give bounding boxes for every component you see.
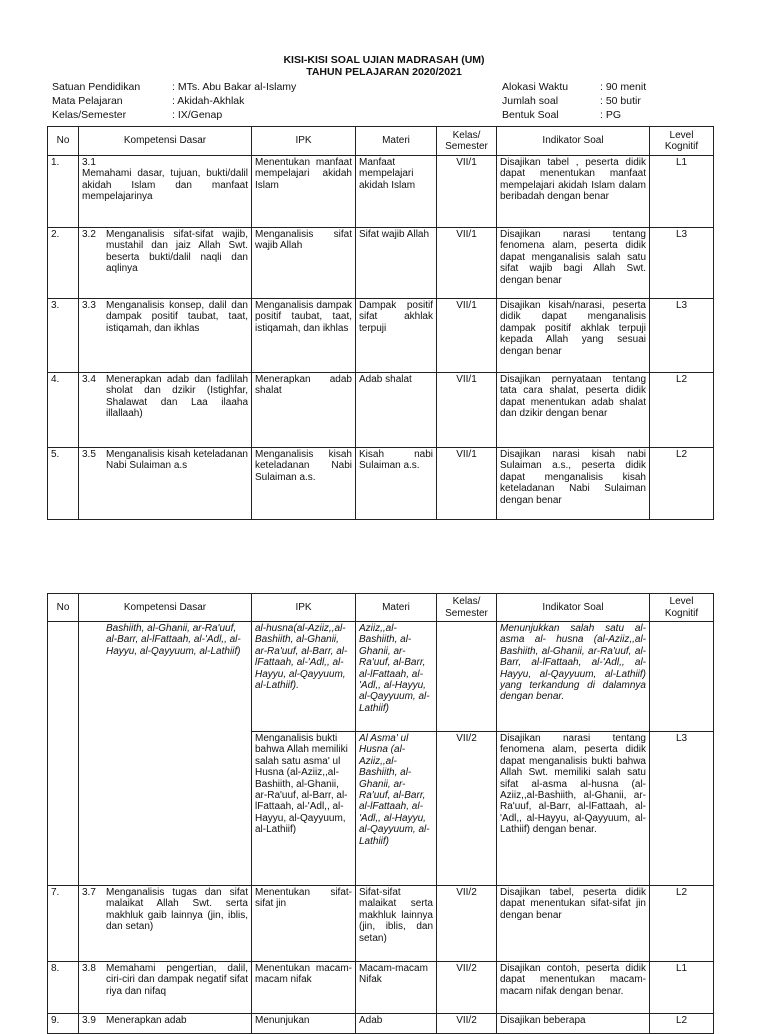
info-label: Bentuk Soal — [502, 109, 559, 121]
cell-materi: Dampak positif sifat akhlak terpuji — [356, 299, 437, 373]
cell-kd — [79, 962, 252, 1014]
cell-ipk: Menganalisis kisah keteladanan Nabi Sulaiman a.s. — [252, 448, 356, 520]
kd-text: Menganalisis konsep, dalil dan dampak positif taubat, taat, istiqamah, dan ikhlas — [106, 300, 248, 334]
kd-number: 3.9 — [82, 1015, 96, 1026]
cell-kelas — [437, 622, 497, 732]
cell-materi: Al Asma' ul Husna (al-Aziiz,,al-Bashiith, al-Ghanii, ar-Ra'uuf, al-Barr, al-lFattaah, al-'Adl,, al-Hayyu, al-Qayyuum, al-Lathiif) — [356, 732, 437, 886]
kd-text: Menganalisis sifat-sifat wajib, mustahil dan jaiz Allah Swt. beserta bukti/dalil naqli dan aqlinya — [106, 229, 248, 275]
cell-level: L3 — [650, 732, 714, 886]
kd-number: 3.2 — [82, 229, 96, 240]
cell-no: 4. — [48, 373, 79, 448]
cell-indikator: Disajikan contoh, peserta didik dapat menentukan macam-macam nifak dengan benar. — [497, 962, 650, 1014]
document-title-line2: TAHUN PELAJARAN 2020/2021 — [306, 66, 462, 78]
cell-ipk: Menganalisis bukti bahwa Allah memiliki salah satu asma' ul Husna (al-Aziiz,,al-Bashiith, al-Ghanii, ar-Ra'uuf, al-Barr, al-lFattaah, al-'Adl,, al-Hayyu, al-Qayyuum, al-Lathiif) — [252, 732, 356, 886]
kd-text: Menganalisis tugas dan sifat malaikat Allah Swt. serta makhluk gaib lainnya (jin, iblis, dan setan) — [106, 887, 248, 933]
header-materi: Materi — [356, 594, 437, 622]
table-header-row — [48, 594, 714, 622]
cell-kd — [79, 299, 252, 373]
header-indikator-soal: Indikator Soal — [497, 594, 650, 622]
cell-no: 5. — [48, 448, 79, 520]
table-header-row — [48, 127, 714, 156]
cell-level: L2 — [650, 373, 714, 448]
info-row — [502, 80, 646, 94]
info-label: Satuan Pendidikan — [52, 81, 141, 93]
header-no: No — [48, 127, 79, 156]
info-row — [52, 94, 296, 108]
cell-indikator: Disajikan pernyataan tentang tata cara shalat, peserta didik dapat menentukan adab shalat dan dzikir dengan benar — [497, 373, 650, 448]
cell-materi: Adab shalat — [356, 373, 437, 448]
cell-kd — [79, 886, 252, 962]
cell-kelas: VII/1 — [437, 228, 497, 299]
header-kelas-semester: Kelas/ Semester — [437, 594, 497, 622]
table-row — [48, 373, 714, 448]
kd-number: 3.8 — [82, 963, 96, 974]
kd-number: 3.4 — [82, 374, 96, 385]
cell-materi: Adab — [356, 1014, 437, 1034]
header-ipk: IPK — [252, 594, 356, 622]
kd-text: Menerapkan adab — [106, 1015, 187, 1026]
cell-kelas: VII/2 — [437, 732, 497, 886]
table-row — [48, 299, 714, 373]
cell-no: 7. — [48, 886, 79, 962]
kd-text: Menganalisis kisah keteladanan Nabi Sulaiman a.s — [106, 449, 248, 472]
header-kompetensi-dasar: Kompetensi Dasar — [79, 127, 252, 156]
cell-materi: Sifat-sifat malaikat serta makhluk lainnya (jin, iblis, dan setan) — [356, 886, 437, 962]
cell-level: L2 — [650, 886, 714, 962]
cell-indikator: Disajikan narasi tentang fenomena alam, peserta didik dapat menganalisis salah satu sifat wajib bagi Allah Swt. dengan benar — [497, 228, 650, 299]
table-row — [48, 622, 714, 732]
cell-ipk: Menentukan sifat-sifat jin — [252, 886, 356, 962]
info-left — [52, 80, 296, 122]
cell-kd — [79, 156, 252, 228]
cell-ipk: Menentukan manfaat mempelajari akidah Islam — [252, 156, 356, 228]
cell-indikator: Disajikan beberapa — [497, 1014, 650, 1034]
cell-materi: Macam-macam Nifak — [356, 962, 437, 1014]
info-label: Kelas/Semester — [52, 109, 127, 121]
cell-ipk: Menunjukan — [252, 1014, 356, 1034]
cell-indikator: Disajikan tabel , peserta didik dapat menentukan manfaat mempelajari akidah Islam dalam beribadah dengan benar — [497, 156, 650, 228]
kd-number: 3.5 — [82, 449, 96, 460]
cell-ipk: Menganalisis dampak positif taubat, taat, istiqamah, dan ikhlas — [252, 299, 356, 373]
info-row — [502, 108, 646, 122]
cell-materi: Manfaat mempelajari akidah Islam — [356, 156, 437, 228]
header-ipk: IPK — [252, 127, 356, 156]
info-value: : 50 butir — [600, 95, 641, 107]
kd-text: Menerapkan adab dan fadlilah sholat dan dzikir (Istighfar, Shalawat dan Laa ilaaha illallaah) — [106, 374, 248, 420]
cell-indikator: Disajikan narasi tentang fenomena alam, peserta didik dapat menganalisis bukti bahwa Allah Swt. memiliki salah satu sifat al-asma al-husna (al-Aziiz,,al-Bashiith, al-Ghanii, ar-Ra'uuf, al-Barr, al-lFattaah, al-'Adl,, al-Hayyu, al-Qayyuum, al-Lathiif) dengan benar. — [497, 732, 650, 886]
kd-number: 3.3 — [82, 300, 96, 311]
cell-level: L3 — [650, 299, 714, 373]
info-value: : IX/Genap — [172, 109, 223, 121]
cell-indikator: Disajikan kisah/narasi, peserta didik dapat menganalisis dampak positif akhlak terpuji kepada Allah yang sesuai dengan benar — [497, 299, 650, 373]
cell-kelas: VII/1 — [437, 373, 497, 448]
cell-kd — [79, 228, 252, 299]
cell-level: L1 — [650, 962, 714, 1014]
cell-kelas: VII/1 — [437, 299, 497, 373]
kisi-kisi-table-2 — [47, 593, 714, 1034]
info-label: Jumlah soal — [502, 95, 559, 107]
info-row — [52, 108, 296, 122]
header-kompetensi-dasar: Kompetensi Dasar — [79, 594, 252, 622]
cell-no: 1. — [48, 156, 79, 228]
cell-no: 2. — [48, 228, 79, 299]
cell-ipk: Menerapkan adab shalat — [252, 373, 356, 448]
info-right — [502, 80, 646, 122]
kd-text: Bashiith, al-Ghanii, ar-Ra'uuf, al-Barr, al-lFattaah, al-'Adl,, al-Hayyu, al-Qayyuum, al-Lathiif) — [106, 623, 241, 657]
cell-ipk: Menentukan macam-macam nifak — [252, 962, 356, 1014]
cell-materi: Aziiz,,al-Bashiith, al-Ghanii, ar-Ra'uuf, al-Barr, al-lFattaah, al-'Adl,, al-Hayyu, al-Qayyuum, al-Lathiif) — [356, 622, 437, 732]
header-indikator-soal: Indikator Soal — [497, 127, 650, 156]
header-no: No — [48, 594, 79, 622]
cell-materi: Sifat wajib Allah — [356, 228, 437, 299]
info-row — [52, 80, 296, 94]
table-row — [48, 156, 714, 228]
cell-ipk: al-husna(al-Aziiz,,al-Bashiith, al-Ghanii, ar-Ra'uuf, al-Barr, al-lFattaah, al-'Adl,, al-Hayyu, al-Qayyuum, al-Lathiif). — [252, 622, 356, 732]
info-value: : Akidah-Akhlak — [172, 95, 245, 107]
cell-indikator: Menunjukkan salah satu al-asma al- husna (al-Aziiz,,al-Bashiith, al-Ghanii, ar-Ra'uuf, al-Barr, al-lFattaah, al-'Adl,, al-Hayyu, al-Qayyuum, al-Lathiif) yang terkandung di dalamnya dengan benar. — [497, 622, 650, 732]
cell-no: 9. — [48, 1014, 79, 1034]
kisi-kisi-table-1 — [47, 126, 714, 520]
info-value: : PG — [600, 109, 622, 121]
kd-text: Memahami dasar, tujuan, bukti/dalil akidah Islam dan manfaat mempelajarinya — [82, 168, 248, 203]
info-row — [502, 94, 646, 108]
table-row — [48, 886, 714, 962]
kd-text: Memahami pengertian, dalil, ciri-ciri dan dampak negatif sifat riya dan nifaq — [106, 963, 248, 997]
header-kelas-semester: Kelas/ Semester — [437, 127, 497, 156]
cell-level: L1 — [650, 156, 714, 228]
header-level-kognitif: Level Kognitif — [650, 127, 714, 156]
cell-level: L2 — [650, 1014, 714, 1034]
cell-level — [650, 622, 714, 732]
cell-kelas: VII/1 — [437, 448, 497, 520]
cell-no: 3. — [48, 299, 79, 373]
table-row — [48, 228, 714, 299]
cell-kelas: VII/2 — [437, 886, 497, 962]
cell-ipk: Menganalisis sifat wajib Allah — [252, 228, 356, 299]
cell-level: L2 — [650, 448, 714, 520]
cell-materi: Kisah nabi Sulaiman a.s. — [356, 448, 437, 520]
cell-kelas: VII/2 — [437, 1014, 497, 1034]
cell-indikator: Disajikan tabel, peserta didik dapat menentukan sifat-sifat jin dengan benar — [497, 886, 650, 962]
info-label: Alokasi Waktu — [502, 81, 569, 93]
header-level-kognitif: Level Kognitif — [650, 594, 714, 622]
info-value: : 90 menit — [600, 81, 647, 93]
info-label: Mata Pelajaran — [52, 95, 123, 107]
cell-indikator: Disajikan narasi kisah nabi Sulaiman a.s., peserta didik dapat menganalisis kisah keteladanan Nabi Sulaiman dengan benar — [497, 448, 650, 520]
cell-kd — [79, 622, 252, 886]
kd-number: 3.1 — [82, 157, 96, 168]
cell-kelas: VII/2 — [437, 962, 497, 1014]
info-value: : MTs. Abu Bakar al-Islamy — [172, 81, 297, 93]
cell-kd — [79, 373, 252, 448]
table-row — [48, 448, 714, 520]
cell-level: L3 — [650, 228, 714, 299]
cell-no: 8. — [48, 962, 79, 1014]
cell-no — [48, 622, 79, 886]
cell-kd — [79, 448, 252, 520]
kd-number: 3.7 — [82, 887, 96, 898]
document-title-line1: KISI-KISI SOAL UJIAN MADRASAH (UM) — [283, 54, 485, 66]
cell-kelas: VII/1 — [437, 156, 497, 228]
table-row — [48, 962, 714, 1014]
header-materi: Materi — [356, 127, 437, 156]
